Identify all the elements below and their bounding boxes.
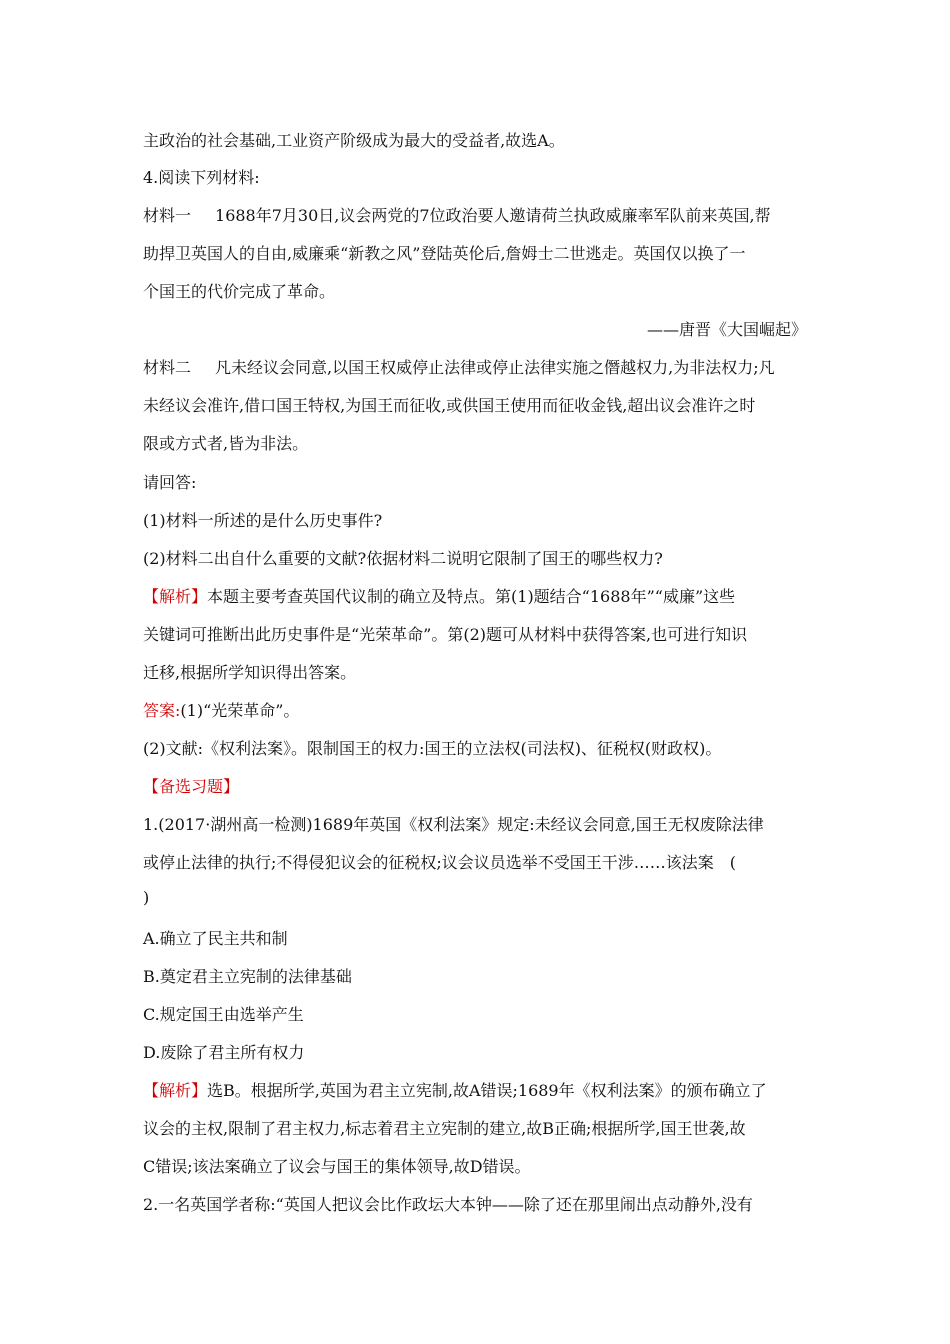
backup-heading: 【备选习题】 bbox=[143, 777, 240, 796]
backup-q1-line-1: 1.(2017·湖州高一检测)1689年英国《权利法案》规定:未经议会同意,国王无权废除法律 bbox=[143, 815, 764, 834]
sub-question-1: (1)材料一所述的是什么历史事件? bbox=[143, 511, 383, 530]
analysis-line-1 bbox=[143, 584, 735, 607]
material-1-line-2: 助捍卫英国人的自由,威廉乘“新教之风”登陆英伦后,詹姆士二世逃走。英国仅以换了一 bbox=[143, 244, 746, 263]
option-d: D.废除了君主所有权力 bbox=[143, 1043, 305, 1062]
material-1-text: 1688年7月30日,议会两党的7位政治要人邀请荷兰执政威廉率军队前来英国,帮 bbox=[215, 206, 771, 225]
backup-q2-line-1: 2.一名英国学者称:“英国人把议会比作政坛大本钟——除了还在那里闹出点动静外,没有 bbox=[143, 1195, 753, 1214]
answer-part-1: (1)“光荣革命”。 bbox=[180, 701, 300, 720]
material-2-line-1 bbox=[143, 355, 775, 378]
answer-prompt: 请回答: bbox=[143, 473, 197, 492]
backup-analysis-line-1 bbox=[143, 1078, 767, 1101]
material-1-label: 材料一 bbox=[143, 206, 192, 225]
material-2-text: 凡未经议会同意,以国王权威停止法律或停止法律实施之僭越权力,为非法权力;凡 bbox=[215, 358, 775, 377]
answer-line-1 bbox=[143, 698, 299, 721]
material-1-source: ——唐晋《大国崛起》 bbox=[646, 320, 807, 339]
backup-analysis-label: 【解析】 bbox=[143, 1081, 208, 1100]
previous-answer-continuation: 主政治的社会基础,工业资产阶级成为最大的受益者,故选A。 bbox=[143, 131, 565, 150]
backup-analysis-line-3: C错误;该法案确立了议会与国王的集体领导,故D错误。 bbox=[143, 1157, 531, 1176]
material-2-line-3: 限或方式者,皆为非法。 bbox=[143, 434, 309, 453]
backup-q1-line-2: 或停止法律的执行;不得侵犯议会的征税权;议会议员选举不受国王干涉……该法案 ( bbox=[143, 853, 737, 872]
analysis-label: 【解析】 bbox=[143, 587, 208, 606]
option-a: A.确立了民主共和制 bbox=[143, 929, 288, 948]
answer-line-2: (2)文献:《权利法案》。限制国王的权力:国王的立法权(司法权)、征税权(财政权)。 bbox=[143, 739, 722, 758]
question-4-title: 4.阅读下列材料: bbox=[143, 168, 260, 187]
analysis-line-2: 关键词可推断出此历史事件是“光荣革命”。第(2)题可从材料中获得答案,也可进行知识 bbox=[143, 625, 748, 644]
backup-analysis-line-2: 议会的主权,限制了君主权力,标志着君主立宪制的建立,故B正确;根据所学,国王世袭,故 bbox=[143, 1119, 746, 1138]
material-2-line-2: 未经议会准许,借口国王特权,为国王而征收,或供国王使用而征收金钱,超出议会准许之时 bbox=[143, 396, 756, 415]
material-2-label: 材料二 bbox=[143, 358, 192, 377]
option-c: C.规定国王由选举产生 bbox=[143, 1005, 304, 1024]
analysis-line-3: 迁移,根据所学知识得出答案。 bbox=[143, 663, 357, 682]
analysis-text: 本题主要考查英国代议制的确立及特点。第(1)题结合“1688年”“威廉”这些 bbox=[207, 587, 736, 606]
option-b: B.奠定君主立宪制的法律基础 bbox=[143, 967, 352, 986]
backup-analysis-text: 选B。根据所学,英国为君主立宪制,故A错误;1689年《权利法案》的颁布确立了 bbox=[207, 1081, 767, 1100]
answer-label: 答案: bbox=[143, 701, 181, 720]
material-1-line-3: 个国王的代价完成了革命。 bbox=[143, 282, 336, 301]
material-1-line-1 bbox=[143, 203, 771, 226]
backup-q1-line-3: ) bbox=[143, 888, 150, 907]
sub-question-2: (2)材料二出自什么重要的文献?依据材料二说明它限制了国王的哪些权力? bbox=[143, 549, 663, 568]
